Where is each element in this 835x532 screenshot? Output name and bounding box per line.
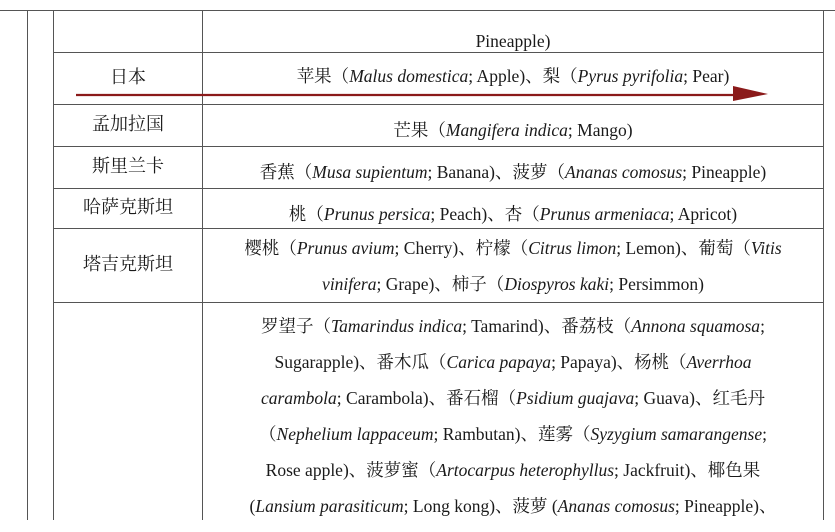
species-name: Mangifera indica (445, 120, 568, 140)
species-name: vinifera (322, 274, 377, 294)
country-name: 日本 (110, 67, 146, 88)
species-name: Carica papaya (446, 352, 552, 372)
fruit-cell (203, 112, 823, 148)
country-cell (54, 52, 202, 104)
fruit-text: Rose apple)、菠萝蜜（ (265, 460, 437, 480)
species-name: Annona squamosa (631, 316, 761, 336)
fruit-text: ; Cherry)、柠檬（ (394, 238, 529, 258)
fruit-text-line (203, 380, 823, 416)
fruit-text: ; Long kong)、菠萝 ( (403, 496, 558, 516)
fruit-text: 香蕉（ (259, 162, 313, 182)
fruit-text: ; Banana)、菠萝（ (427, 162, 565, 182)
fruit-text-line (203, 196, 823, 232)
fruit-text: Sugarapple)、番木瓜（ (274, 352, 447, 372)
fruit-text: ; Papaya)、杨桃（ (551, 352, 687, 372)
fruit-text: ; Apple)、梨（ (468, 66, 578, 86)
fruit-text: 樱桃（ (244, 238, 297, 258)
fruit-text: ; Apricot) (669, 204, 738, 224)
fruit-cell (203, 308, 823, 524)
fruit-text: ; Pear) (683, 66, 730, 86)
fruit-text: ; Carambola)、番石榴（ (336, 388, 517, 408)
table-border-left (27, 10, 28, 520)
country-cell (54, 188, 202, 228)
fruit-text: （ (259, 424, 277, 444)
species-name: Prunus avium (296, 238, 395, 258)
fruit-text: ( (249, 496, 256, 516)
species-name: Prunus persica (323, 204, 431, 224)
fruit-text: ; Grape)、柿子（ (376, 274, 505, 294)
country-cell (54, 146, 202, 188)
species-name: Nephelium lappaceum (276, 424, 434, 444)
species-name: Pyrus pyrifolia (577, 66, 684, 86)
fruit-text-line (203, 23, 823, 59)
fruit-text: ; Pineapple)、 (674, 496, 777, 516)
fruit-text: ; Tamarind)、番荔枝（ (462, 316, 632, 336)
fruit-text: ; (760, 316, 765, 336)
fruit-text-line (203, 112, 823, 148)
fruit-text: ; Guava)、红毛丹 (634, 388, 766, 408)
country-name: 孟加拉国 (92, 114, 164, 135)
fruit-text: 苹果（ (296, 66, 350, 86)
country-cell (54, 10, 202, 52)
fruit-text: ; Lemon)、葡萄（ (616, 238, 751, 258)
fruit-cell (203, 230, 823, 302)
fruit-text-line (203, 230, 823, 266)
species-name: Lansium parasiticum (255, 496, 404, 516)
fruit-cell (203, 196, 823, 232)
species-name: Syzygium samarangense (590, 424, 763, 444)
country-name: 斯里兰卡 (92, 156, 164, 177)
fruit-text-line (203, 266, 823, 302)
fruit-text: ; Persimmon) (609, 274, 704, 294)
species-name: Citrus limon (528, 238, 617, 258)
country-cell (54, 104, 202, 146)
fruit-text-line (203, 344, 823, 380)
species-name: Tamarindus indica (331, 316, 463, 336)
fruit-text-line (203, 488, 823, 524)
fruit-text-line (203, 452, 823, 488)
fruit-text-line (203, 154, 823, 190)
fruit-text: Pineapple) (475, 31, 551, 51)
fruit-text: ; Rambutan)、莲雾（ (433, 424, 591, 444)
fruit-cell (203, 23, 823, 59)
species-name: Vitis (750, 238, 782, 258)
species-name: Diospyros kaki (504, 274, 610, 294)
species-name: Musa supientum (312, 162, 428, 182)
fruit-text: 芒果（ (393, 120, 446, 140)
fruit-cell (203, 154, 823, 190)
country-cell (54, 228, 202, 302)
fruit-text: 桃（ (288, 204, 324, 224)
species-name: Prunus armeniaca (539, 204, 670, 224)
fruit-text: 罗望子（ (261, 316, 332, 336)
species-name: Ananas comosus (557, 496, 675, 516)
fruit-text: ; Mango) (567, 120, 633, 140)
fruit-text-line (203, 416, 823, 452)
species-name: Psidium guajava (516, 388, 635, 408)
fruit-text: ; Pineapple) (682, 162, 767, 182)
fruit-text-line (203, 58, 823, 94)
species-name: Ananas comosus (565, 162, 683, 182)
species-name: Artocarpus heterophyllus (436, 460, 615, 480)
species-name: Averrhoa (686, 352, 752, 372)
country-cell (54, 302, 202, 532)
table-border-right (823, 10, 824, 520)
fruit-cell (203, 58, 823, 94)
fruit-text-line (203, 308, 823, 344)
fruit-text: ; (762, 424, 767, 444)
fruit-text: ; Jackfruit)、椰色果 (614, 460, 761, 480)
country-name: 哈萨克斯坦 (83, 197, 173, 218)
fruit-text: ; Peach)、杏（ (430, 204, 540, 224)
country-name: 塔吉克斯坦 (83, 254, 173, 275)
species-name: carambola (260, 388, 337, 408)
species-name: Malus domestica (349, 66, 469, 86)
